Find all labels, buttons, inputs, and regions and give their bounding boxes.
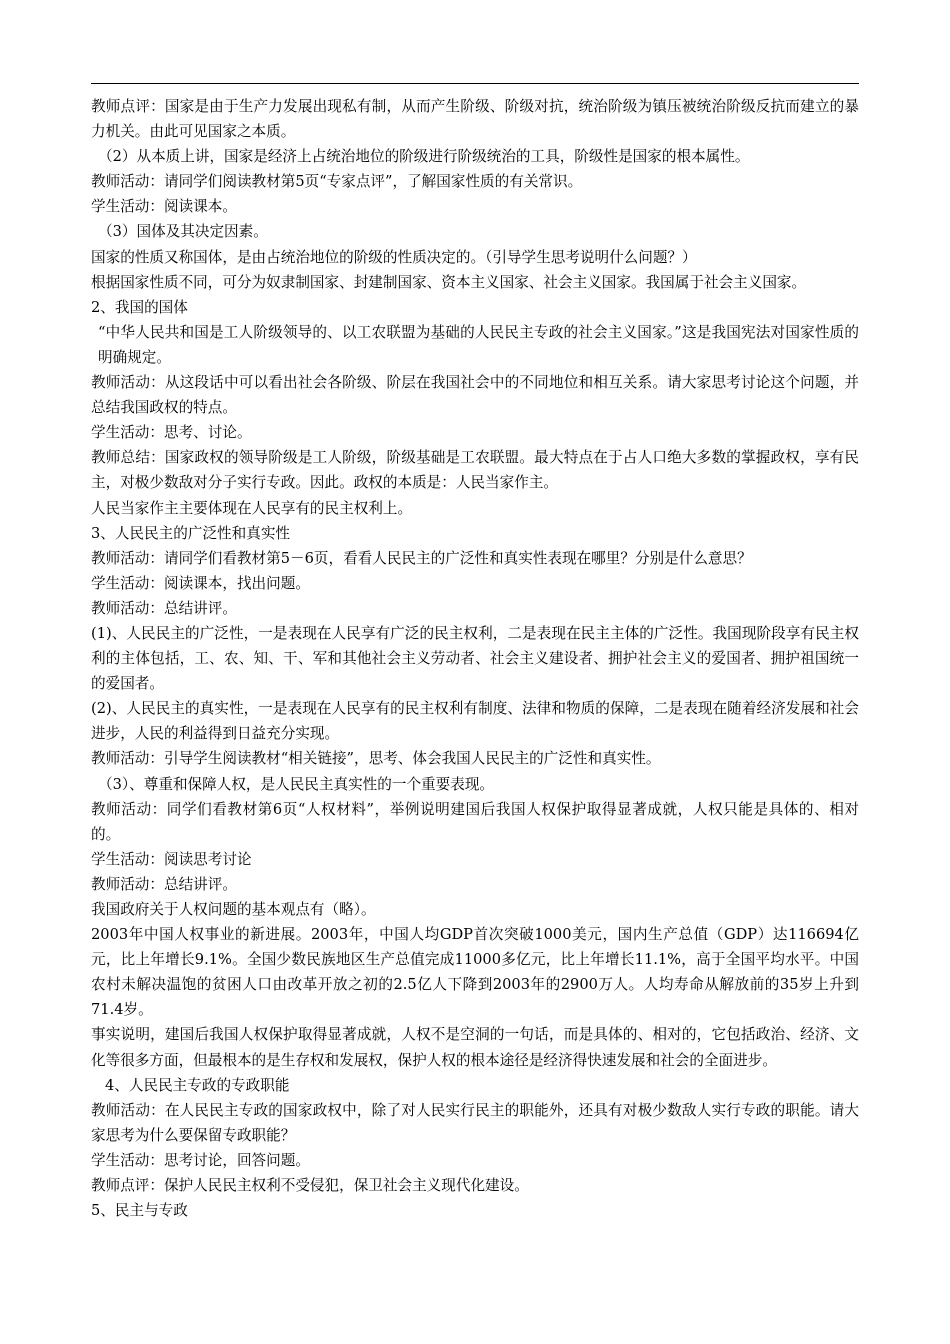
student-activity-paragraph: 学生活动：阅读课本，找出问题。 — [91, 574, 310, 592]
point-3-heading: （3）国体及其决定因素。 — [98, 223, 268, 241]
body-paragraph: 根据国家性质不同，可分为奴隶制国家、封建制国家、资本主义国家、社会主义国家。我国属于社会主义国家。 — [91, 273, 807, 291]
student-activity-paragraph: 学生活动：阅读课本。 — [91, 198, 237, 216]
teacher-activity-paragraph: 教师活动：引导学生阅读教材“相关链接”，思考、体会我国人民民主的广泛性和真实性。 — [91, 750, 661, 768]
point-2-paragraph: （2）从本质上讲，国家是经济上占统治地位的阶级进行阶级统治的工具，阶级性是国家的根本属性。 — [98, 148, 750, 166]
human-rights-progress-paragraph: 2003年中国人权事业的新进展。2003年，中国人均GDP首次突破1000美元，国内生产总值（GDP）达116694亿元，比上年增长9.1%。全国少数民族地区生产总值完成11000多亿元，比上年增长11.1%，高于全国平均水平。中国农村未解决温饱的贫困人口由改革开放之初的2.5亿人下降到2003年的2900万人。人均寿命从解放前的35岁上升到71.4岁。 — [91, 926, 859, 1019]
header-rule — [91, 83, 859, 84]
point-3-paragraph: （3）、尊重和保障人权，是人民民主真实性的一个重要表现。 — [98, 775, 495, 793]
teacher-activity-paragraph: 教师活动：在人民民主专政的国家政权中，除了对人民实行民主的职能外，还具有对极少数敌人实行专政的职能。请大家思考为什么要保留专政职能？ — [91, 1101, 859, 1144]
section-heading: 3、人民民主的广泛性和真实性 — [91, 524, 291, 542]
teacher-activity-paragraph: 教师活动：同学们看教材第6页“人权材料”，举例说明建国后我国人权保护取得显著成就，人权只能是具体的、相对的。 — [91, 800, 859, 843]
document-body — [91, 94, 859, 1223]
teacher-activity-paragraph: 教师活动：总结讲评。 — [91, 875, 237, 893]
teacher-summary-paragraph: 教师总结：国家政权的领导阶级是工人阶级，阶级基础是工农联盟。最大特点在于占人口绝大多数的掌握政权，享有民主，对极少数敌对分子实行专政。因此。政权的本质是：人民当家作主。 — [91, 449, 859, 492]
body-paragraph: 事实说明，建国后我国人权保护取得显著成就，人权不是空洞的一句话，而是具体的、相对的，它包括政治、经济、文化等很多方面，但最根本的是生存权和发展权，保护人权的根本途径是经济得快速发展和社会的全面进步。 — [91, 1026, 859, 1069]
student-activity-paragraph: 学生活动：思考讨论，回答问题。 — [91, 1151, 310, 1169]
teacher-comment-paragraph: 教师点评：保护人民民主权利不受侵犯，保卫社会主义现代化建设。 — [91, 1177, 529, 1195]
section-heading: 4、人民民主专政的专政职能 — [105, 1076, 290, 1094]
section-heading: 5、民主与专政 — [91, 1202, 188, 1220]
teacher-activity-paragraph: 教师活动：从这段话中可以看出社会各阶级、阶层在我国社会中的不同地位和相互关系。请大家思考讨论这个问题，并总结我国政权的特点。 — [91, 374, 859, 417]
point-2-paragraph: (2)、人民民主的真实性，一是表现在人民享有的民主权利有制度、法律和物质的保障，二是表现在随着经济发展和社会进步，人民的利益得到日益充分实现。 — [91, 700, 859, 743]
student-activity-paragraph: 学生活动：思考、讨论。 — [91, 424, 252, 442]
student-activity-paragraph: 学生活动：阅读思考讨论 — [91, 850, 252, 868]
section-heading: 2、我国的国体 — [91, 298, 188, 316]
point-1-paragraph: (1)、人民民主的广泛性，一是表现在人民享有广泛的民主权利，二是表现在民主主体的广泛性。我国现阶段享有民主权利的主体包括，工、农、知、干、军和其他社会主义劳动者、社会主义建设者、拥护社会主义的爱国者、拥护祖国统一的爱国者。 — [91, 624, 859, 693]
body-paragraph: 人民当家作主主要体现在人民享有的民主权利上。 — [91, 499, 413, 517]
teacher-activity-paragraph: 教师活动：总结讲评。 — [91, 599, 237, 617]
body-paragraph: 我国政府关于人权问题的基本观点有（略）。 — [91, 901, 376, 918]
teacher-activity-paragraph: 教师活动：请同学们看教材第5－6页，看看人民民主的广泛性和真实性表现在哪里？分别是什么意思？ — [91, 549, 752, 567]
teacher-activity-paragraph: 教师活动：请同学们阅读教材第5页“专家点评”，了解国家性质的有关常识。 — [91, 173, 583, 191]
body-paragraph: 国家的性质又称国体，是由占统治地位的阶级的性质决定的。（引导学生思考说明什么问题？） — [91, 248, 697, 266]
teacher-comment-paragraph: 教师点评：国家是由于生产力发展出现私有制，从而产生阶级、阶级对抗，统治阶级为镇压被统治阶级反抗而建立的暴力机关。由此可见国家之本质。 — [91, 98, 859, 141]
constitution-quote-paragraph: “中华人民共和国是工人阶级领导的、以工农联盟为基础的人民民主专政的社会主义国家。”这是我国宪法对国家性质的明确规定。 — [98, 323, 859, 366]
